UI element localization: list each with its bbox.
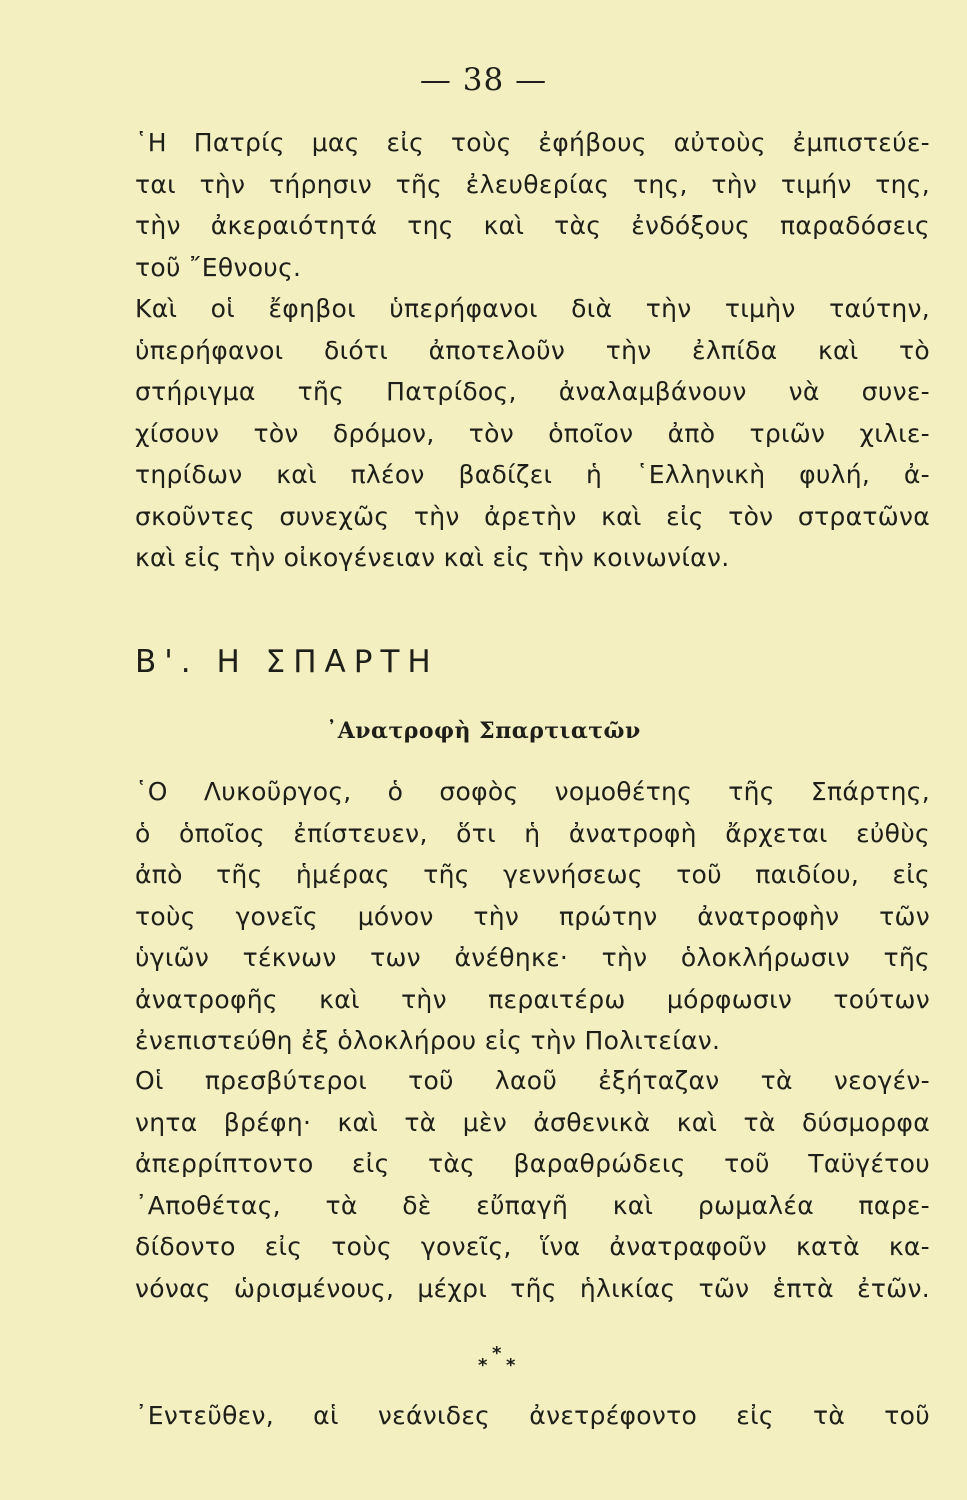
text-line: ὁ ὁποῖος ἐπίστευεν, ὅτι ἡ ἀνατροφὴ ἄρχεται εὐθὺς [135,818,930,848]
paragraph-5 [135,1395,930,1437]
text-line: τὴν ἀκεραιότητά της καὶ τὰς ἐνδόξους παραδόσεις [135,211,930,240]
text-line: δίδοντο εἰς τοὺς γονεῖς, ἵνα ἀνατραφοῦν κατὰ κα- [135,1232,930,1261]
text-line: τοὺς γονεῖς μόνον τὴν πρώτην ἀνατροφὴν τῶν [135,901,930,931]
asterisk: * [506,1355,516,1376]
text-line: ἀνατροφῆς καὶ τὴν περαιτέρω μόρφωσιν τούτων [135,984,930,1014]
text-line: ται τὴν τήρησιν τῆς ἐλευθερίας της, τὴν τιμήν της, [135,169,930,199]
asterisk: * [478,1355,488,1376]
text-line: καὶ εἰς τὴν οἰκογένειαν καὶ εἰς τὴν κοινωνίαν. [135,543,730,572]
text-line: τηρίδων καὶ πλέον βαδίζει ἡ ῾Ελληνικὴ φυλή, ἀ- [135,460,930,489]
text-line: ῾Ο Λυκοῦργος, ὁ σοφὸς νομοθέτης τῆς Σπάρτης, [135,777,930,806]
asterisk: * [492,1343,502,1364]
text-line: ὑγιῶν τέκνων των ἀνέθηκε· τὴν ὁλοκλήρωσιν τῆς [135,943,930,972]
section-heading: Β'. Η ΣΠΑΡΤΗ [135,644,439,680]
text-line: νόνας ὡρισμένους, μέχρι τῆς ἡλικίας τῶν ἑπτὰ ἐτῶν. [135,1273,930,1303]
text-line: σκοῦντες συνεχῶς τὴν ἀρετὴν καὶ εἰς τὸν στρατῶνα [135,501,930,531]
text-line: ᾿Αποθέτας, τὰ δὲ εὔπαγῆ καὶ ρωμαλέα παρε- [135,1190,930,1220]
text-line: στήριγμα τῆς Πατρίδος, ἀναλαμβάνουν νὰ συνε- [135,377,930,406]
text-line: ἐνεπιστεύθη ἐξ ὁλοκλήρου εἰς τὴν Πολιτείαν. [135,1026,721,1055]
paragraph-3 [135,771,930,1062]
text-line: τοῦ ῎Εθνους. [135,252,302,282]
paragraph-4 [135,1060,930,1309]
text-line: νητα βρέφη· καὶ τὰ μὲν ἀσθενικὰ καὶ τὰ δύσμορφα [135,1107,930,1137]
text-line: ἀπὸ τῆς ἡμέρας τῆς γεννήσεως τοῦ παιδίου, εἰς [135,860,930,889]
text-line: Καὶ οἱ ἔφηβοι ὑπερήφανοι διὰ τὴν τιμὴν ταύτην, [135,294,930,323]
text-line: ῾Η Πατρίς μας εἰς τοὺς ἐφήβους αὐτοὺς ἐμπιστεύε- [135,128,930,157]
text-line: ἀπερρίπτοντο εἰς τὰς βαραθρώδεις τοῦ Ταϋγέτου [135,1149,930,1178]
text-line: Οἱ πρεσβύτεροι τοῦ λαοῦ ἐξήταζαν τὰ νεογέν- [135,1066,930,1095]
paragraph-2 [135,288,930,579]
text-line: ᾿Εντεῦθεν, αἱ νεάνιδες ἀνετρέφοντο εἰς τὰ τοῦ [135,1401,930,1430]
asterism [470,1343,540,1383]
paragraph-1 [135,122,930,288]
text-line: ὑπερήφανοι διότι ἀποτελοῦν τὴν ἐλπίδα καὶ τὸ [135,335,930,365]
text-line: χίσουν τὸν δρόμον, τὸν ὁποῖον ἀπὸ τριῶν χιλιε- [135,418,930,448]
subheading: ᾿Ανατροφὴ Σπαρτιατῶν [326,718,641,744]
page-number: — 38 — [419,62,548,98]
